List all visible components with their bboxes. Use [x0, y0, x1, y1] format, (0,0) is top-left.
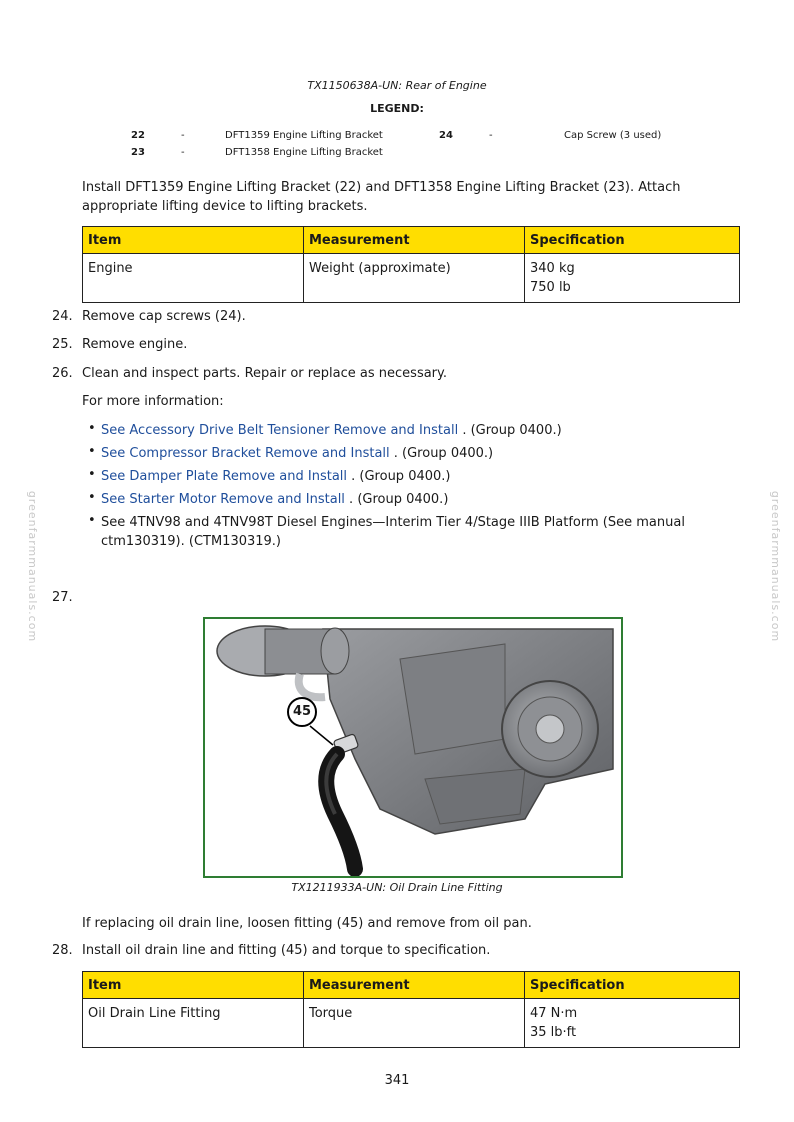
table-cell-item: Engine: [83, 254, 304, 303]
link-damper-plate[interactable]: See Damper Plate Remove and Install: [101, 469, 348, 484]
step-number: 25.: [52, 337, 73, 352]
step-number: 24.: [52, 309, 73, 324]
table-cell-measurement: Torque: [304, 999, 525, 1048]
legend-num: 24: [439, 130, 453, 141]
table-cell-item: Oil Drain Line Fitting: [83, 999, 304, 1048]
spec-imperial: 35 lb·ft: [530, 1025, 577, 1040]
bullet-icon: •: [88, 444, 96, 459]
list-item-ctm-reference: See 4TNV98 and 4TNV98T Diesel Engines—Interim Tier 4/Stage IIIB Platform (See manual ctm130319). (CTM130319.): [101, 515, 685, 549]
callout-45: [287, 697, 317, 727]
bullet-icon: •: [88, 421, 96, 436]
watermark-right: greenfarmmanuals.com: [769, 490, 783, 643]
table-header: Specification: [525, 972, 740, 999]
oil-drain-paragraph: If replacing oil drain line, loosen fitting (45) and remove from oil pan.: [82, 916, 532, 931]
spec-metric: 340 kg: [530, 261, 575, 276]
table-cell-spec: [525, 999, 740, 1048]
figure-caption-oil-drain-line: TX1211933A-UN: Oil Drain Line Fitting: [291, 881, 503, 894]
link-suffix: . (Group 0400.): [458, 423, 562, 438]
spec-table-oil-drain-torque: [82, 971, 740, 1048]
bullet-icon: •: [88, 490, 96, 505]
table-header: Item: [83, 972, 304, 999]
link-accessory-drive-belt-tensioner[interactable]: See Accessory Drive Belt Tensioner Remove and Install: [101, 423, 459, 438]
bullet-icon: •: [88, 513, 96, 528]
table-header: Measurement: [304, 227, 525, 254]
link-suffix: . (Group 0400.): [389, 446, 494, 461]
legend-dash: -: [489, 130, 493, 141]
watermark-left: greenfarmmanuals.com: [26, 490, 40, 643]
step-number: 27.: [52, 590, 73, 605]
intro-paragraph: Install DFT1359 Engine Lifting Bracket (22) and DFT1358 Engine Lifting Bracket (23). Attach appropriate lifting device to lifting brackets.: [82, 180, 681, 214]
figure-caption-rear-of-engine: TX1150638A-UN: Rear of Engine: [307, 79, 487, 92]
spec-imperial: 750 lb: [530, 280, 571, 295]
step-text: Remove engine.: [82, 337, 188, 352]
link-starter-motor[interactable]: See Starter Motor Remove and Install: [101, 492, 345, 507]
step-number: 28.: [52, 943, 73, 958]
list-item: [101, 444, 493, 463]
list-item: [101, 421, 562, 440]
list-item: [101, 490, 448, 509]
table-row: [83, 254, 740, 303]
table-header: Measurement: [304, 972, 525, 999]
legend-text: DFT1358 Engine Lifting Bracket: [225, 147, 383, 158]
spec-table-engine-weight: [82, 226, 740, 303]
link-suffix: . (Group 0400.): [347, 469, 451, 484]
legend-dash: -: [181, 147, 185, 158]
legend-dash: -: [181, 130, 185, 141]
list-item: [101, 467, 450, 486]
legend-text: DFT1359 Engine Lifting Bracket: [225, 130, 383, 141]
legend-text: Cap Screw (3 used): [564, 130, 662, 141]
engine-illustration: [205, 619, 621, 876]
legend-title: LEGEND:: [370, 102, 424, 115]
table-header: Specification: [525, 227, 740, 254]
table-cell-spec: [525, 254, 740, 303]
oil-drain-line-figure: [203, 617, 623, 878]
more-info-label: For more information:: [82, 394, 224, 409]
table-header: Item: [83, 227, 304, 254]
spec-metric: 47 N·m: [530, 1006, 578, 1021]
step-text: Remove cap screws (24).: [82, 309, 246, 324]
link-compressor-bracket[interactable]: See Compressor Bracket Remove and Install: [101, 446, 390, 461]
step-text: Clean and inspect parts. Repair or replace as necessary.: [82, 366, 447, 381]
table-row: [83, 999, 740, 1048]
table-cell-measurement: Weight (approximate): [304, 254, 525, 303]
legend-num: 22: [131, 130, 145, 141]
step-number: 26.: [52, 366, 73, 381]
legend-num: 23: [131, 147, 145, 158]
bullet-icon: •: [88, 467, 96, 482]
step-text: Install oil drain line and fitting (45) and torque to specification.: [82, 943, 491, 958]
callout-label: 45: [292, 704, 312, 719]
page-number: 341: [384, 1073, 410, 1088]
link-suffix: . (Group 0400.): [344, 492, 449, 507]
